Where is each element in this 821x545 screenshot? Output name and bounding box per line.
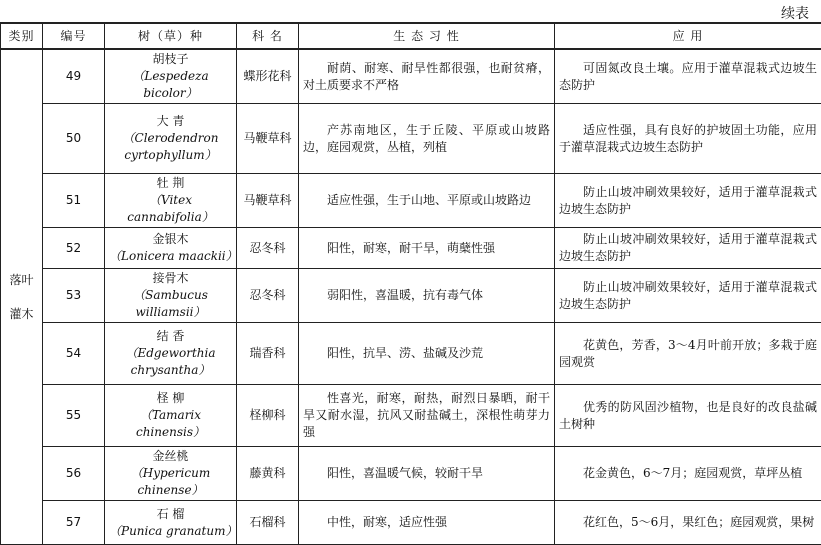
- ecology-cell: 中性，耐寒，适应性强: [299, 501, 555, 545]
- use-cell: 花黄色，芳香，3～4月叶前开放；多栽于庭园观赏: [555, 323, 821, 385]
- species-name: 接骨木: [109, 270, 232, 287]
- family-cell: 藤黄科: [237, 447, 299, 501]
- species-name: 胡枝子: [109, 51, 232, 68]
- row-number: 51: [43, 174, 105, 228]
- row-number: 49: [43, 49, 105, 104]
- use-cell: 花金黄色，6～7月；庭园观赏，草坪丛植: [555, 447, 821, 501]
- species-latin: （Lespedeza bicolor）: [109, 68, 232, 102]
- use-cell: 花红色，5～6月，果红色；庭园观赏，果树: [555, 501, 821, 545]
- family-cell: 马鞭草科: [237, 174, 299, 228]
- species-name: 结 香: [109, 328, 232, 345]
- use-cell: 优秀的防风固沙植物，也是良好的改良盐碱土树种: [555, 385, 821, 447]
- table-row: [1, 174, 821, 228]
- use-cell: 防止山坡冲刷效果较好，适用于灌草混栽式边坡生态防护: [555, 174, 821, 228]
- family-cell: 忍冬科: [237, 228, 299, 269]
- header-species: 树（草）种: [105, 23, 237, 49]
- species-cell: [105, 174, 237, 228]
- table-row: [1, 501, 821, 545]
- table-row: [1, 447, 821, 501]
- table-row: [1, 104, 821, 174]
- ecology-cell: 性喜光，耐寒，耐热，耐烈日暴晒，耐干旱又耐水湿，抗风又耐盐碱土，深根性萌芽力强: [299, 385, 555, 447]
- header-ecology: 生 态 习 性: [299, 23, 555, 49]
- use-cell: 适应性强，具有良好的护坡固土功能，应用于灌草混栽式边坡生态防护: [555, 104, 821, 174]
- ecology-cell: 产苏南地区，生于丘陵、平原或山坡路边，庭园观赏，丛植，列植: [299, 104, 555, 174]
- row-number: 54: [43, 323, 105, 385]
- species-cell: [105, 385, 237, 447]
- species-latin: （Sambucus williamsii）: [109, 287, 232, 321]
- species-latin: （Vitex cannabifolia）: [109, 192, 232, 226]
- ecology-cell: 阳性，抗旱、涝、盐碱及沙荒: [299, 323, 555, 385]
- species-cell: [105, 501, 237, 545]
- ecology-cell: 适应性强，生于山地、平原或山坡路边: [299, 174, 555, 228]
- species-latin: （Lonicera maackii）: [109, 248, 232, 265]
- species-latin: （Hypericum chinense）: [109, 465, 232, 499]
- family-cell: 蝶形花科: [237, 49, 299, 104]
- species-cell: [105, 269, 237, 323]
- species-cell: [105, 49, 237, 104]
- species-latin: （Tamarix chinensis）: [109, 407, 232, 441]
- family-cell: 柽柳科: [237, 385, 299, 447]
- plant-table: [0, 22, 821, 545]
- species-cell: [105, 447, 237, 501]
- header-family: 科 名: [237, 23, 299, 49]
- species-cell: [105, 228, 237, 269]
- use-cell: 防止山坡冲刷效果较好，适用于灌草混栽式边坡生态防护: [555, 228, 821, 269]
- header-number: 编号: [43, 23, 105, 49]
- species-latin: （Punica granatum）: [109, 523, 232, 540]
- species-name: 金银木: [109, 231, 232, 248]
- table-row: [1, 49, 821, 104]
- species-name: 石 榴: [109, 506, 232, 523]
- row-number: 50: [43, 104, 105, 174]
- continued-label: 续表: [781, 3, 809, 23]
- species-cell: [105, 323, 237, 385]
- row-number: 57: [43, 501, 105, 545]
- category-line-2: 灌木: [9, 307, 33, 321]
- species-name: 牡 荆: [109, 175, 232, 192]
- species-name: 大 青: [109, 113, 232, 130]
- category-line-1: 落叶: [9, 273, 33, 287]
- ecology-cell: 阳性，喜温暖气候，较耐干旱: [299, 447, 555, 501]
- family-cell: 石榴科: [237, 501, 299, 545]
- table-row: [1, 228, 821, 269]
- species-latin: （Edgeworthia chrysantha）: [109, 345, 232, 379]
- use-cell: 防止山坡冲刷效果较好，适用于灌草混栽式边坡生态防护: [555, 269, 821, 323]
- species-latin: （Clerodendron cyrtophyllum）: [109, 130, 232, 164]
- table-row: [1, 269, 821, 323]
- header-use: 应 用: [555, 23, 821, 49]
- table-row: [1, 323, 821, 385]
- family-cell: 忍冬科: [237, 269, 299, 323]
- table-row: [1, 385, 821, 447]
- family-cell: 马鞭草科: [237, 104, 299, 174]
- row-number: 55: [43, 385, 105, 447]
- category-cell: [1, 49, 43, 545]
- ecology-cell: 弱阳性，喜温暖，抗有毒气体: [299, 269, 555, 323]
- row-number: 56: [43, 447, 105, 501]
- species-cell: [105, 104, 237, 174]
- ecology-cell: 耐荫、耐寒、耐旱性都很强，也耐贫瘠，对土质要求不严格: [299, 49, 555, 104]
- table-header-row: [1, 23, 821, 49]
- ecology-cell: 阳性，耐寒，耐干旱，萌蘖性强: [299, 228, 555, 269]
- use-cell: 可固氮改良土壤。应用于灌草混栽式边坡生态防护: [555, 49, 821, 104]
- row-number: 53: [43, 269, 105, 323]
- row-number: 52: [43, 228, 105, 269]
- header-category: 类别: [1, 23, 43, 49]
- family-cell: 瑞香科: [237, 323, 299, 385]
- species-name: 金丝桃: [109, 448, 232, 465]
- species-name: 柽 柳: [109, 390, 232, 407]
